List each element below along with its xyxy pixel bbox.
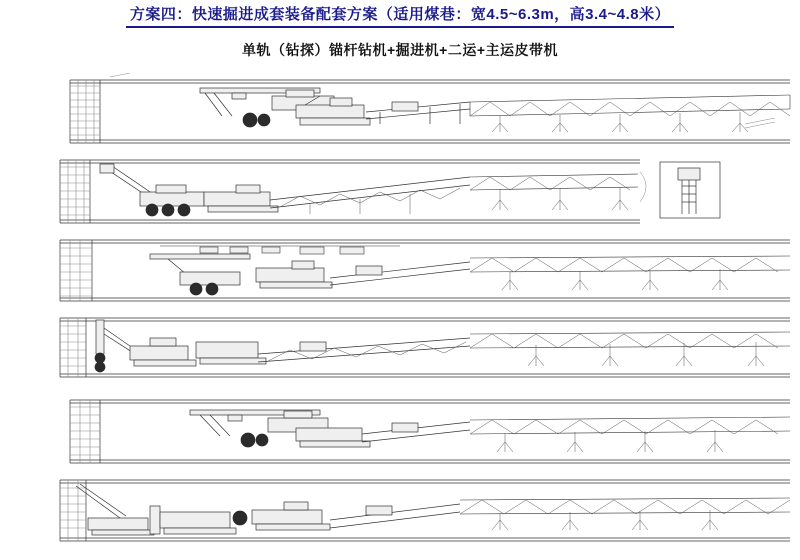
layout-row-1 xyxy=(0,72,800,150)
layout-row-4-drawing xyxy=(0,312,800,390)
layout-row-5-drawing xyxy=(0,392,800,470)
layout-row-1-drawing xyxy=(0,72,800,150)
title-row xyxy=(0,6,800,28)
layout-row-2 xyxy=(0,152,800,230)
subtitle-row xyxy=(0,40,800,60)
layout-row-3 xyxy=(0,232,800,310)
layout-row-6-drawing xyxy=(0,472,800,550)
layout-row-2-drawing xyxy=(0,152,800,230)
layout-row-5 xyxy=(0,392,800,470)
page-title: 方案四：快速掘进成套装备配套方案（适用煤巷：宽4.5~6.3m，高3.4~4.8米） xyxy=(126,6,674,28)
layout-row-6 xyxy=(0,472,800,550)
layout-row-4 xyxy=(0,312,800,390)
page-subtitle: 单轨（钻探）锚杆钻机+掘进机+二运+主运皮带机 xyxy=(241,42,559,58)
layout-row-3-drawing xyxy=(0,232,800,310)
